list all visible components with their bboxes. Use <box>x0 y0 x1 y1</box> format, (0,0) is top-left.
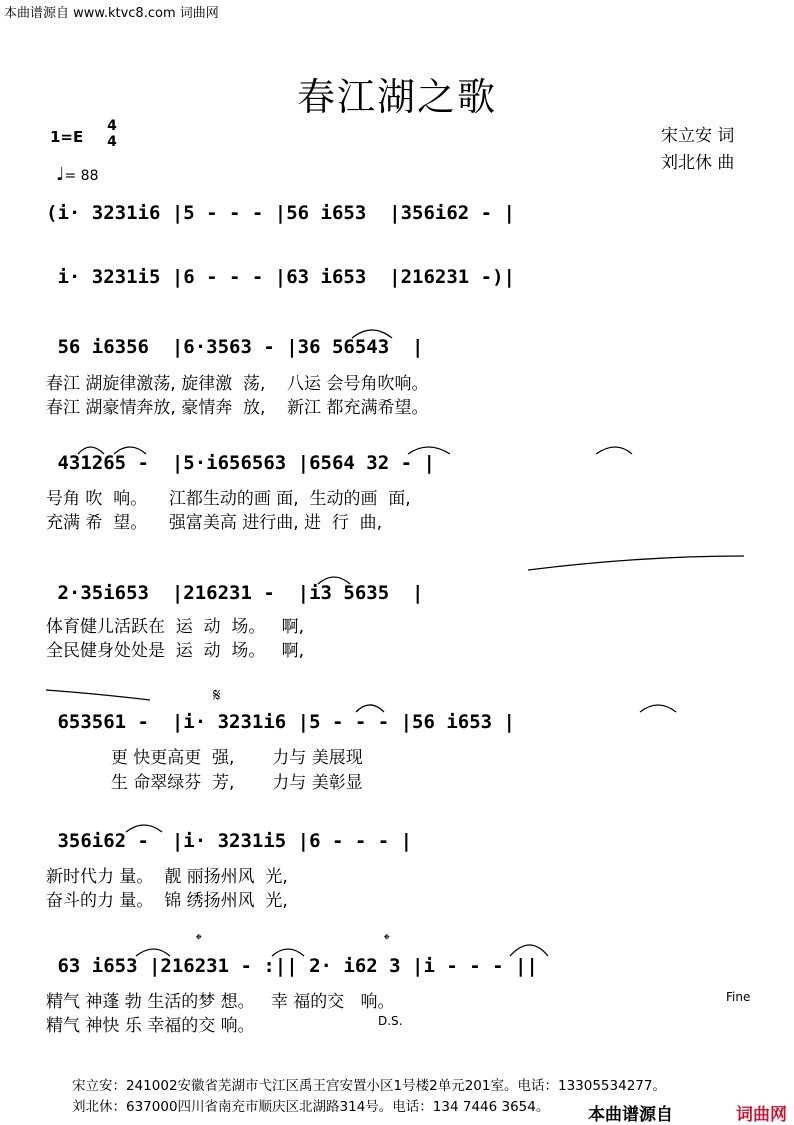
score-row-6: 653561 - |i· 3231i6 |5 - - - |56 i653 | <box>46 711 515 733</box>
footer-lyricist-address: 宋立安：241002安徽省芜湖市弋江区禹王宫安置小区1号楼2单元201室。电话：13305534277。 <box>72 1078 666 1094</box>
lyric-row-4-verse-1: 号角 吹 响。 江都生动的画 面, 生动的画 面, <box>46 489 411 509</box>
score-row-4: 431265 - |5·i656563 |6564 32 - | <box>46 452 435 474</box>
lyric-row-8-verse-1: 精气 神蓬 勃 生活的梦 想。 幸 福的交 响。 <box>46 992 395 1012</box>
lyricist-credit: 宋立安 词 <box>661 126 735 146</box>
lyric-row-3-verse-1: 春江 湖旋律激荡, 旋律激 荡, 八运 会号角吹响。 <box>46 374 429 394</box>
slur-6 <box>318 577 350 584</box>
quarter-note-icon: ♩ <box>56 164 65 185</box>
meter-bottom: 4 <box>107 134 117 150</box>
slur-10 <box>640 705 676 712</box>
ds-mark: D.S. <box>378 1014 403 1028</box>
slur-8 <box>46 690 150 700</box>
song-title: 春江湖之歌 <box>296 75 497 119</box>
lyric-row-5-verse-1: 体育健儿活跃在 运 动 场。 啊, <box>46 617 305 637</box>
score-row-3: 56 i6356 |6·3563 - |36 56543 | <box>46 336 424 358</box>
lyric-row-7-verse-2: 奋斗的力 量。 锦 绣扬州风 光, <box>46 891 288 911</box>
slur-4 <box>408 447 450 454</box>
lyric-row-7-verse-1: 新时代力 量。 靓 丽扬州风 光, <box>46 867 288 887</box>
slur-3 <box>114 447 146 454</box>
segno-mark: 𝄋 <box>213 685 221 706</box>
lyric-row-6-verse-1: 更 快更高更 强, 力与 美展现 <box>46 748 363 768</box>
site-watermark-top: 本曲谱源自 www.ktvc8.com 词曲网 <box>4 6 219 21</box>
slur-13 <box>272 949 304 956</box>
lyric-row-5-verse-2: 全民健身处处是 运 动 场。 啊, <box>46 641 305 661</box>
watermark-site: 词曲网 <box>736 1105 787 1125</box>
slur-1 <box>352 330 392 338</box>
slur-11 <box>126 825 162 832</box>
lyric-row-6-verse-2: 生 命翠绿芬 芳, 力与 美彰显 <box>46 773 363 793</box>
lyric-row-8-verse-2: 精气 神快 乐 幸福的交 响。 <box>46 1016 255 1036</box>
slur-12 <box>136 949 170 956</box>
slur-14 <box>510 945 548 956</box>
slur-5 <box>596 447 632 454</box>
score-row-5: 2·35i653 |216231 - |i3 5635 | <box>46 582 424 604</box>
coda-mark-2: 𝄌 <box>384 930 390 949</box>
score-row-8: 63 i653 |216231 - :|| 2· i62 3 |i - - - || <box>46 955 538 977</box>
slur-7 <box>528 556 744 570</box>
score-row-7: 356i62 - |i· 3231i5 |6 - - - | <box>46 830 413 852</box>
slur-2 <box>78 447 104 454</box>
footer-composer-address: 刘北休：637000四川省南充市顺庆区北湖路314号。电话：134 7446 3654。 <box>72 1099 550 1115</box>
score-row-2: i· 3231i5 |6 - - - |63 i653 |216231 -)| <box>46 266 515 288</box>
coda-mark-1: 𝄌 <box>196 930 202 949</box>
lyric-row-4-verse-2: 充满 希 望。 强富美高 进行曲, 进 行 曲, <box>46 513 383 533</box>
slur-9 <box>356 705 384 712</box>
fine-mark: Fine <box>726 990 751 1004</box>
lyric-row-3-verse-2: 春江 湖豪情奔放, 豪情奔 放, 新江 都充满希望。 <box>46 398 429 418</box>
composer-credit: 刘北休 曲 <box>661 153 735 173</box>
watermark-source: 本曲谱源自 <box>588 1105 673 1125</box>
score-row-1: (i· 3231i6 |5 - - - |56 i653 |356i62 - | <box>46 202 515 224</box>
tempo-value: = 88 <box>64 168 99 184</box>
meter-top: 4 <box>107 118 117 134</box>
key-signature: 1=E <box>50 128 84 146</box>
